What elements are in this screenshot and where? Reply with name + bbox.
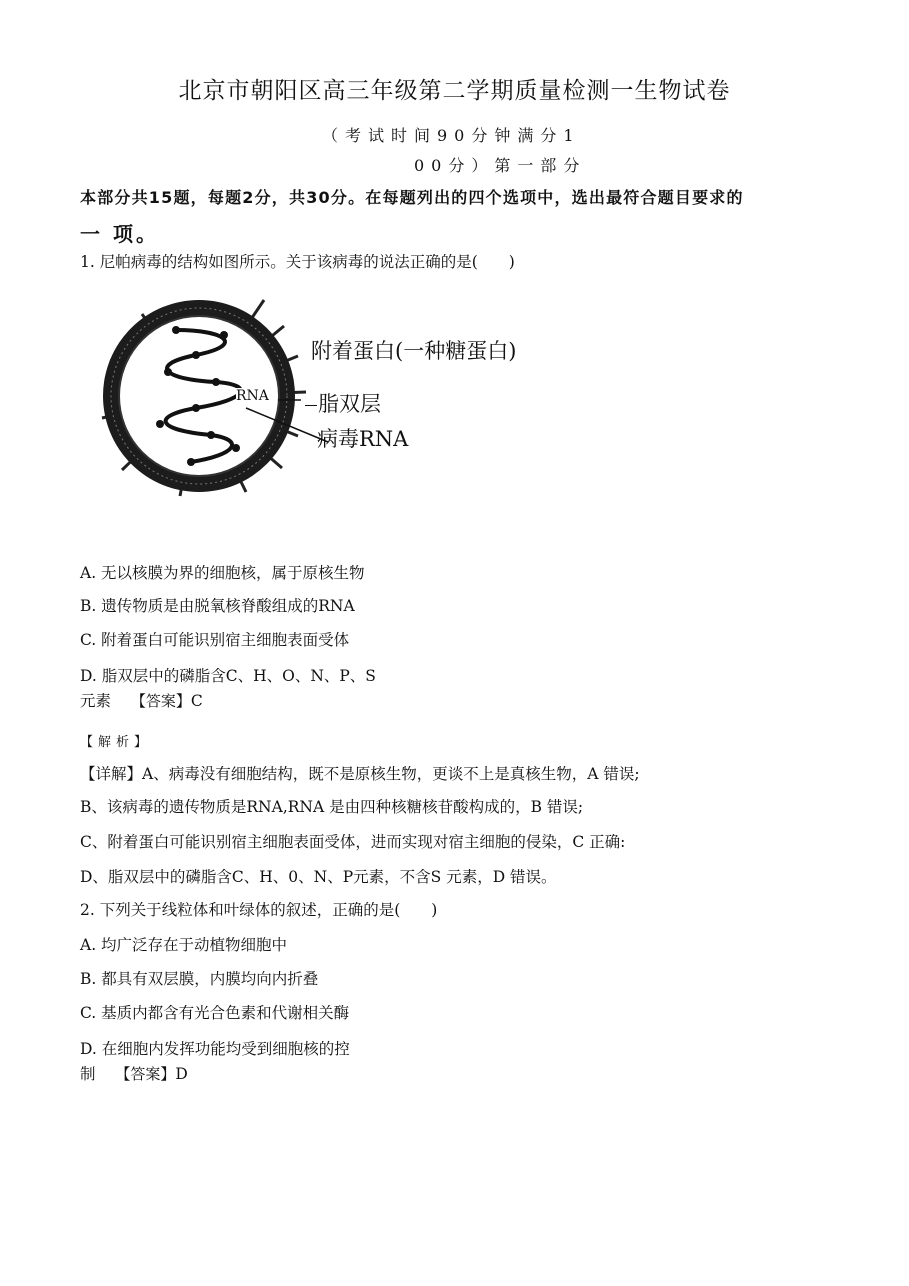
q2-option-d: D. 在细胞内发挥功能均受到细胞核的控 bbox=[80, 1040, 350, 1058]
q1-stem: 1. 尼帕病毒的结构如图所示。关于该病毒的说法正确的是( ) bbox=[80, 253, 515, 271]
q1-answer-label: 【答案】 bbox=[130, 692, 191, 710]
q2-answer-value: D bbox=[175, 1065, 188, 1083]
q2-option-c: C. 基质内都含有光合色素和代谢相关酶 bbox=[80, 1004, 350, 1022]
label-viral-rna: 病毒RNA bbox=[317, 427, 409, 451]
q2-option-d-cont: 制 bbox=[80, 1065, 96, 1083]
q1-detail-2: B、该病毒的遗传物质是RNA,RNA 是由四种核糖核苷酸构成的，B 错误; bbox=[80, 798, 584, 816]
q2-option-b: B. 都具有双层膜，内膜均向内折叠 bbox=[80, 970, 319, 988]
q2-option-a: A. 均广泛存在于动植物细胞中 bbox=[80, 936, 288, 954]
q2-answer-label: 【答案】 bbox=[115, 1065, 176, 1083]
page-title: 北京市朝阳区高三年级第二学期质量检测一生物试卷 bbox=[178, 78, 731, 104]
q1-option-d: D. 脂双层中的磷脂含C、H、O、N、P、S bbox=[80, 667, 376, 685]
instructions-line2: 一 项。 bbox=[80, 222, 159, 246]
q2-stem: 2. 下列关于线粒体和叶绿体的叙述，正确的是( ) bbox=[80, 901, 438, 919]
q2-answer-line bbox=[80, 1062, 188, 1084]
instructions-line1: 本部分共15题，每题2分，共30分。在每题列出的四个选项中，选出最符合题目要求的 bbox=[80, 188, 744, 207]
exam-info-line1: （考试时间90分钟满分1 bbox=[322, 126, 581, 145]
q1-option-a: A. 无以核膜为界的细胞核，属于原核生物 bbox=[80, 564, 365, 582]
q1-detail-3: C、附着蛋白可能识别宿主细胞表面受体，进而实现对宿主细胞的侵染，C 正确: bbox=[80, 833, 626, 851]
q1-option-b: B. 遗传物质是由脱氧核脊酸组成的RNA bbox=[80, 597, 355, 615]
q1-option-d-cont: 元素 bbox=[80, 692, 112, 710]
rna-tag: RNA bbox=[236, 388, 269, 404]
q1-answer-value: C bbox=[190, 692, 203, 710]
q1-detail-4: D、脂双层中的磷脂含C、H、0、N、P元素，不含S 元素，D 错误。 bbox=[80, 868, 557, 886]
q1-option-c: C. 附着蛋白可能识别宿主细胞表面受体 bbox=[80, 631, 350, 649]
label-lipid-bilayer bbox=[305, 388, 381, 418]
q1-detail-1: 【详解】A、病毒没有细胞结构，既不是原核生物，更谈不上是真核生物，A 错误; bbox=[80, 765, 640, 783]
label-lipid-text: 脂双层 bbox=[318, 392, 381, 416]
virus-structure-figure bbox=[96, 290, 517, 510]
exam-info-line2: 00分）第一部分 bbox=[414, 156, 587, 175]
label-attachment-protein: 附着蛋白(一种糖蛋白) bbox=[311, 339, 517, 363]
lipid-pointer-dash bbox=[305, 405, 317, 406]
q1-analysis-label: 【解析】 bbox=[80, 735, 153, 750]
q1-answer-line bbox=[80, 689, 203, 711]
